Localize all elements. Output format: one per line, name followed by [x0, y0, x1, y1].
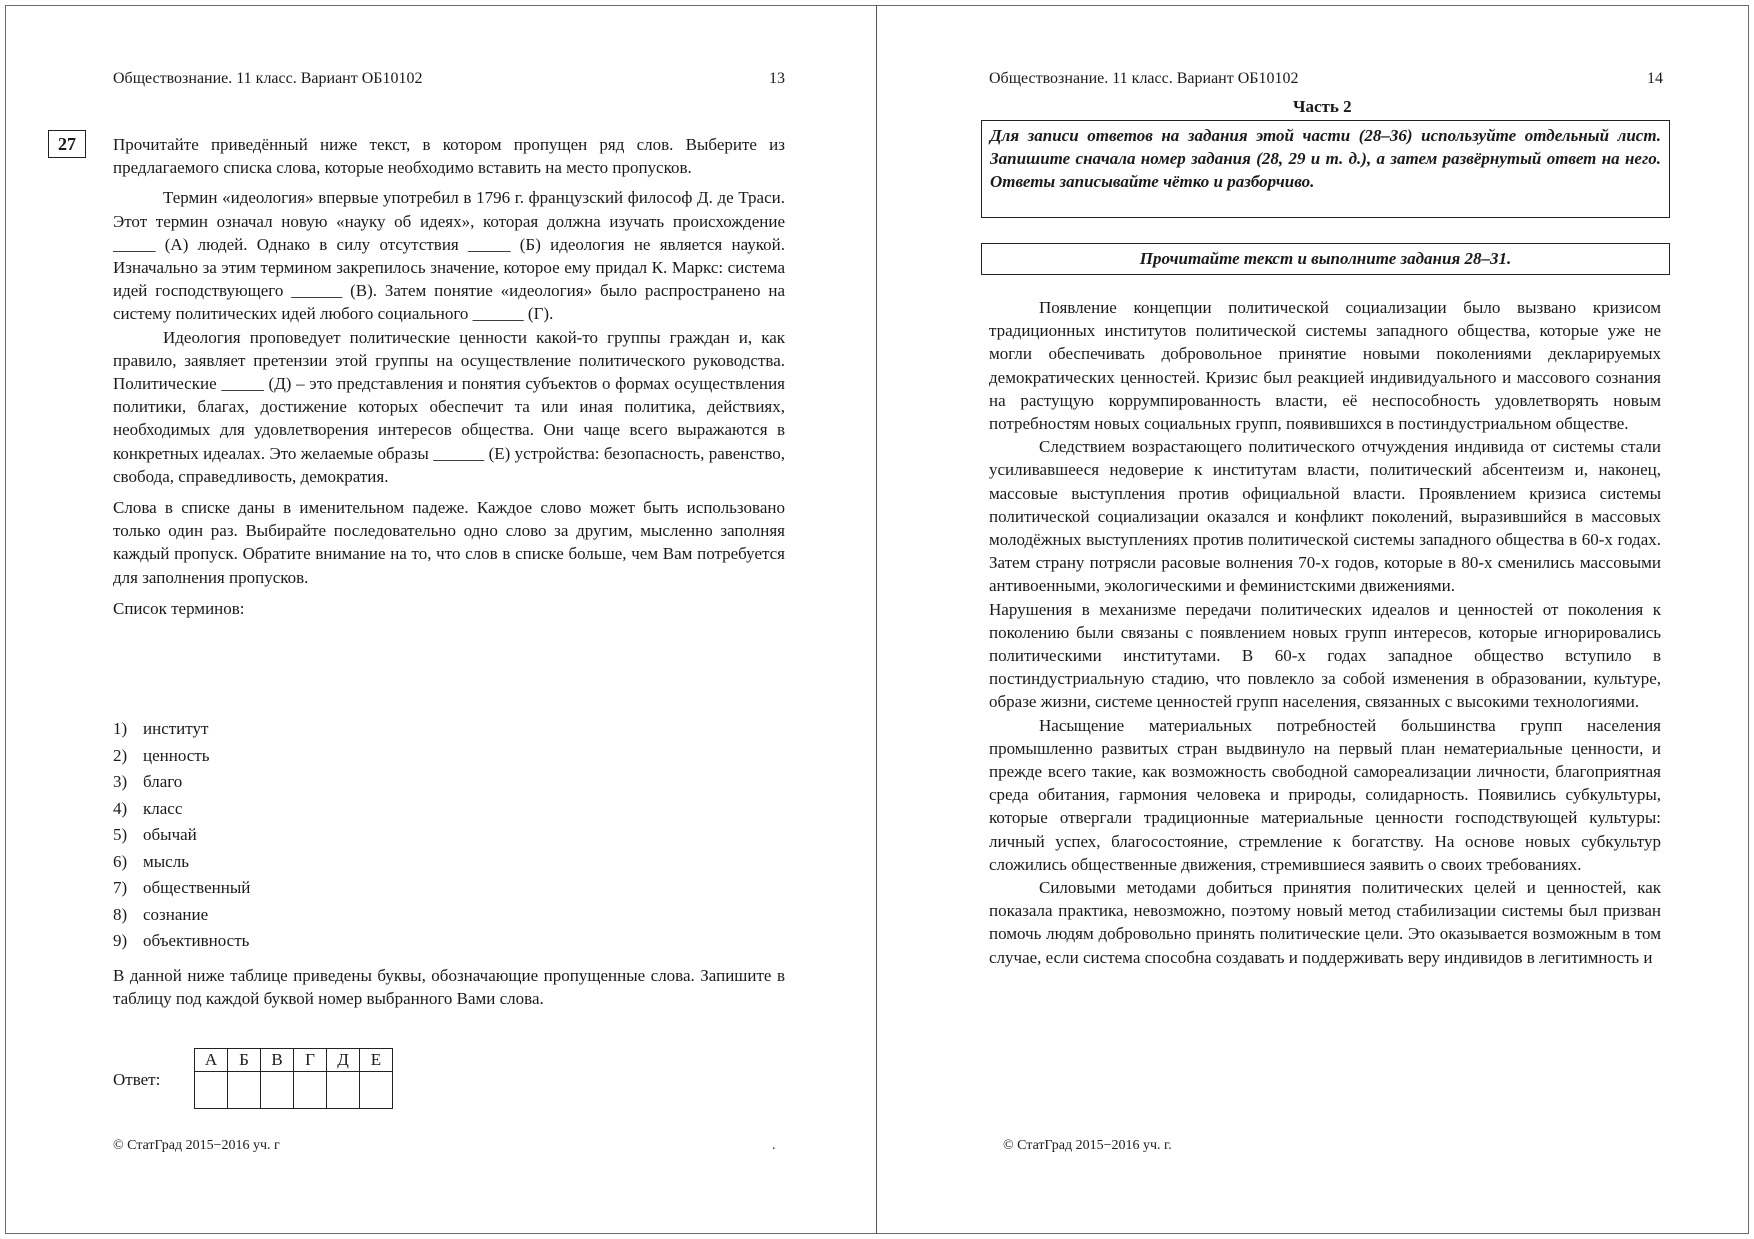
text-paragraph-2: Идеология проповедует политические ценности какой-то группы граждан и, как правило, заявляет претензии этой группы на осуществление политического руководства. Политические _____ (Д) – это представления и понятия субъектов о формах осуществления политики, благах, достижение которых обеспечит та или иная политика, действиях, необходимых для удовлетворения интересов общества. Они чаще всего выражаются в конкретных идеалах. Это желаемые образы ______ (Е) устройства: безопасность, равенство, свобода, справедливость, демократия. — [113, 327, 785, 486]
answer-cell[interactable] — [195, 1072, 228, 1109]
terms-list — [113, 716, 250, 955]
list-item: 1) институт — [113, 719, 209, 738]
answer-cell[interactable] — [228, 1072, 261, 1109]
task-title: Прочитайте текст и выполните задания 28–31. — [1139, 249, 1512, 268]
list-item: 8) сознание — [113, 904, 209, 924]
task-box — [981, 243, 1670, 275]
answer-instructions-box — [981, 120, 1670, 218]
answer-letter: Б — [228, 1049, 261, 1072]
answer-letter: Г — [294, 1049, 327, 1072]
list-item: 6) мысль — [113, 851, 189, 871]
left-page-number: 13 — [769, 70, 785, 87]
source-text — [989, 296, 1661, 969]
list-item: 5) обычай — [113, 825, 197, 844]
right-page-number: 14 — [1647, 70, 1663, 87]
list-item: 7) общественный — [113, 878, 251, 897]
left-footer: © СтатГрад 2015−2016 уч. г — [113, 1138, 280, 1153]
answer-cell[interactable] — [360, 1072, 393, 1109]
answer-cell[interactable] — [327, 1072, 360, 1109]
terms-list-title: Список терминов: — [113, 598, 245, 618]
list-item: 2) ценность — [113, 745, 210, 765]
list-item: 3) благо — [113, 772, 183, 791]
answer-letter: Д — [327, 1049, 360, 1072]
answer-letter: В — [261, 1049, 294, 1072]
list-item: 4) класс — [113, 798, 183, 818]
source-paragraph-3: Нарушения в механизме передачи политических идеалов и ценностей от поколения к поколению были связаны с появлением новых групп интересов, которые игнорировались политическими институтами. В 60-х годах западное общество вступило в постиндустриальную стадию, что повлекло за собой изменения в образовании, культуре, образе жизни, системе ценностей групп населения, связанных с высокими технологиями. — [989, 599, 1661, 712]
text-paragraph-1: Термин «идеология» впервые употребил в 1796 г. французский философ Д. де Траси. Этот термин означал новую «науку об идеях», которая должна изучать происхождение _____ (А) людей. Однако в силу отсутствия _____ (Б) идеология не является наукой. Изначально за этим термином закрепилось значение, которое ему придал К. Маркс: система идей господствующего ______ (В). Затем понятие «идеология» было распространено на систему политических идей любого социального ______ (Г). — [113, 188, 785, 324]
source-paragraph-1: Появление концепции политической социализации было вызвано кризисом традиционных институтов политической системы западного общества, которые уже не могли обеспечивать добровольное принятие новыми поколениями декларируемых демократических ценностей. Кризис был реакцией индивидуального и массового сознания на растущую коррумпированность власти, её неспособность удовлетворять новым потребностям новых социальных групп, появившихся в постиндустриальном обществе. — [989, 298, 1661, 434]
answer-letter: Е — [360, 1049, 393, 1072]
answer-instructions: Для записи ответов на задания этой части (28–36) используйте отдельный лист. Запишите сначала номер задания (28, 29 и т. д.), а затем развёрнутый ответ на него. Ответы записывайте чётко и разборчиво. — [990, 126, 1661, 191]
question-number: 27 — [48, 130, 86, 158]
table-note: В данной ниже таблице приведены буквы, обозначающие пропущенные слова. Запишите в таблицу под каждой буквой номер выбранного Вами слова. — [113, 966, 785, 1009]
right-footer: © СтатГрад 2015−2016 уч. г. — [1003, 1138, 1172, 1153]
source-paragraph-4: Насыщение материальных потребностей большинства групп населения промышленно развитых стран выдвинуло на первый план нематериальные ценности, и прежде всего такие, как возможность свободной самореализации личности, благоприятная среда обитания, гармония человека и природы, солидарность. Появились субкультуры, которые отвергали традиционные материальные ценности господствующей культуры: личный успех, благосостояние, стремление к богатству. На основе новых субкультур сложились общественные движения, стремившиеся заявить о своих требованиях. — [989, 715, 1661, 874]
left-footer-dot: . — [772, 1138, 776, 1153]
answer-cell[interactable] — [261, 1072, 294, 1109]
answer-label: Ответ: — [113, 1070, 161, 1089]
answer-table — [194, 1048, 393, 1109]
answer-letter: А — [195, 1049, 228, 1072]
answer-cell[interactable] — [294, 1072, 327, 1109]
left-header: Обществознание. 11 класс. Вариант ОБ10102 — [113, 70, 423, 87]
part-title: Часть 2 — [1293, 97, 1352, 116]
source-paragraph-5: Силовыми методами добиться принятия политических целей и ценностей, как показала практика, невозможно, поэтому новый метод стабилизации системы был призван помочь людям добровольно принять политические цели. Это оказывается возможным в том случае, если система способна создавать и поддерживать веру индивидов в легитимность и — [989, 878, 1661, 967]
list-item: 9) объективность — [113, 931, 250, 950]
source-paragraph-2: Следствием возрастающего политического отчуждения индивида от системы стали усиливавшееся недоверие к институтам власти, политический абсентеизм и, наконец, массовые выступления против официальной власти. Проявлением кризиса системы политической социализации оказался и конфликт поколений, выразившийся в массовых молодёжных выступлениях против политической системы западного общества в 60-х годах. Затем страну потрясли расовые волнения 70-х годов, которые в 80-х сменились массовыми антивоенными, экологическими и феминистскими движениями. — [989, 437, 1661, 596]
right-header: Обществознание. 11 класс. Вариант ОБ10102 — [989, 70, 1299, 87]
question-intro: Прочитайте приведённый ниже текст, в котором пропущен ряд слов. Выберите из предлагаемого списка слова, которые необходимо вставить на место пропусков. — [113, 135, 785, 178]
instructions-paragraph: Слова в списке даны в именительном падеже. Каждое слово может быть использовано только один раз. Выбирайте последовательно одно слово за другим, мысленно заполняя каждый пропуск. Обратите внимание на то, что слов в списке больше, чем Вам потребуется для заполнения пропусков. — [113, 498, 785, 587]
question-body — [113, 133, 785, 620]
